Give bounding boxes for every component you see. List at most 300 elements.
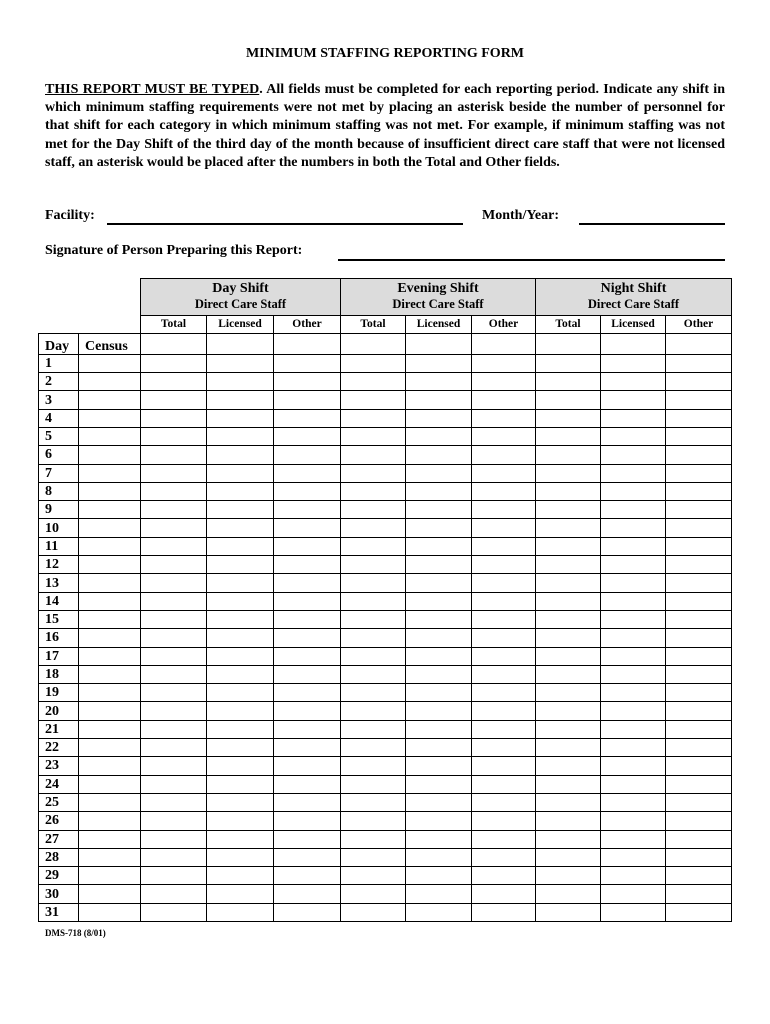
census-cell[interactable]	[79, 830, 141, 848]
census-cell[interactable]	[79, 354, 141, 372]
evening-other-cell[interactable]	[472, 665, 536, 683]
night-licensed-cell[interactable]	[601, 446, 666, 464]
evening-other-cell[interactable]	[472, 793, 536, 811]
day-licensed-cell[interactable]	[207, 702, 274, 720]
night-licensed-cell[interactable]	[601, 537, 666, 555]
evening-total-cell[interactable]	[341, 446, 406, 464]
day-other-cell[interactable]	[274, 830, 341, 848]
evening-total-cell[interactable]	[341, 903, 406, 921]
night-total-cell[interactable]	[536, 427, 601, 445]
day-total-cell[interactable]	[141, 482, 207, 500]
day-licensed-cell[interactable]	[207, 812, 274, 830]
night-total-cell[interactable]	[536, 739, 601, 757]
night-other-cell[interactable]	[666, 464, 732, 482]
day-other-cell[interactable]	[274, 739, 341, 757]
evening-licensed-cell[interactable]	[406, 373, 472, 391]
day-total-cell[interactable]	[141, 848, 207, 866]
day-licensed-cell[interactable]	[207, 903, 274, 921]
day-total-cell[interactable]	[141, 867, 207, 885]
night-other-cell[interactable]	[666, 720, 732, 738]
night-other-cell[interactable]	[666, 903, 732, 921]
night-licensed-cell[interactable]	[601, 830, 666, 848]
day-total-cell[interactable]	[141, 720, 207, 738]
evening-total-cell[interactable]	[341, 647, 406, 665]
day-other-cell[interactable]	[274, 775, 341, 793]
month-year-field[interactable]	[579, 209, 725, 225]
day-total-cell[interactable]	[141, 610, 207, 628]
day-licensed-cell[interactable]	[207, 501, 274, 519]
night-other-cell[interactable]	[666, 830, 732, 848]
night-licensed-cell[interactable]	[601, 739, 666, 757]
evening-total-cell[interactable]	[341, 757, 406, 775]
day-licensed-cell[interactable]	[207, 885, 274, 903]
night-other-cell[interactable]	[666, 446, 732, 464]
evening-licensed-cell[interactable]	[406, 830, 472, 848]
night-licensed-cell[interactable]	[601, 464, 666, 482]
day-licensed-cell[interactable]	[207, 665, 274, 683]
evening-licensed-cell[interactable]	[406, 629, 472, 647]
day-licensed-cell[interactable]	[207, 574, 274, 592]
evening-total-cell[interactable]	[341, 830, 406, 848]
census-cell[interactable]	[79, 812, 141, 830]
evening-licensed-cell[interactable]	[406, 427, 472, 445]
day-licensed-cell[interactable]	[207, 629, 274, 647]
night-total-cell[interactable]	[536, 556, 601, 574]
census-cell[interactable]	[79, 867, 141, 885]
night-other-cell[interactable]	[666, 812, 732, 830]
evening-licensed-cell[interactable]	[406, 446, 472, 464]
day-total-cell[interactable]	[141, 409, 207, 427]
day-total-cell[interactable]	[141, 793, 207, 811]
evening-licensed-cell[interactable]	[406, 574, 472, 592]
signature-field[interactable]	[338, 245, 725, 261]
night-licensed-cell[interactable]	[601, 409, 666, 427]
evening-total-cell[interactable]	[341, 519, 406, 537]
night-other-cell[interactable]	[666, 574, 732, 592]
day-licensed-cell[interactable]	[207, 373, 274, 391]
day-other-cell[interactable]	[274, 464, 341, 482]
night-licensed-cell[interactable]	[601, 610, 666, 628]
evening-licensed-cell[interactable]	[406, 757, 472, 775]
evening-total-cell[interactable]	[341, 720, 406, 738]
day-total-cell[interactable]	[141, 427, 207, 445]
evening-other-cell[interactable]	[472, 373, 536, 391]
census-cell[interactable]	[79, 903, 141, 921]
night-other-cell[interactable]	[666, 354, 732, 372]
night-licensed-cell[interactable]	[601, 427, 666, 445]
census-cell[interactable]	[79, 556, 141, 574]
census-cell[interactable]	[79, 427, 141, 445]
census-cell[interactable]	[79, 574, 141, 592]
evening-total-cell[interactable]	[341, 610, 406, 628]
night-total-cell[interactable]	[536, 464, 601, 482]
census-cell[interactable]	[79, 592, 141, 610]
night-other-cell[interactable]	[666, 610, 732, 628]
day-total-cell[interactable]	[141, 537, 207, 555]
night-licensed-cell[interactable]	[601, 867, 666, 885]
evening-licensed-cell[interactable]	[406, 812, 472, 830]
day-total-cell[interactable]	[141, 903, 207, 921]
night-licensed-cell[interactable]	[601, 482, 666, 500]
day-other-cell[interactable]	[274, 354, 341, 372]
day-other-cell[interactable]	[274, 720, 341, 738]
day-other-cell[interactable]	[274, 848, 341, 866]
night-total-cell[interactable]	[536, 482, 601, 500]
day-licensed-cell[interactable]	[207, 409, 274, 427]
evening-other-cell[interactable]	[472, 867, 536, 885]
night-other-cell[interactable]	[666, 684, 732, 702]
evening-total-cell[interactable]	[341, 409, 406, 427]
evening-other-cell[interactable]	[472, 427, 536, 445]
day-licensed-cell[interactable]	[207, 757, 274, 775]
census-cell[interactable]	[79, 665, 141, 683]
night-licensed-cell[interactable]	[601, 574, 666, 592]
evening-other-cell[interactable]	[472, 885, 536, 903]
night-other-cell[interactable]	[666, 482, 732, 500]
day-other-cell[interactable]	[274, 903, 341, 921]
night-total-cell[interactable]	[536, 501, 601, 519]
night-licensed-cell[interactable]	[601, 775, 666, 793]
night-other-cell[interactable]	[666, 373, 732, 391]
evening-total-cell[interactable]	[341, 464, 406, 482]
day-other-cell[interactable]	[274, 665, 341, 683]
evening-licensed-cell[interactable]	[406, 885, 472, 903]
night-licensed-cell[interactable]	[601, 519, 666, 537]
day-other-cell[interactable]	[274, 757, 341, 775]
night-total-cell[interactable]	[536, 373, 601, 391]
census-cell[interactable]	[79, 739, 141, 757]
night-total-cell[interactable]	[536, 409, 601, 427]
day-total-cell[interactable]	[141, 574, 207, 592]
day-other-cell[interactable]	[274, 409, 341, 427]
day-other-cell[interactable]	[274, 867, 341, 885]
evening-other-cell[interactable]	[472, 610, 536, 628]
day-other-cell[interactable]	[274, 702, 341, 720]
evening-total-cell[interactable]	[341, 501, 406, 519]
day-total-cell[interactable]	[141, 501, 207, 519]
night-other-cell[interactable]	[666, 391, 732, 409]
evening-other-cell[interactable]	[472, 482, 536, 500]
day-other-cell[interactable]	[274, 610, 341, 628]
night-licensed-cell[interactable]	[601, 391, 666, 409]
day-total-cell[interactable]	[141, 739, 207, 757]
day-licensed-cell[interactable]	[207, 482, 274, 500]
night-other-cell[interactable]	[666, 848, 732, 866]
day-licensed-cell[interactable]	[207, 775, 274, 793]
evening-licensed-cell[interactable]	[406, 903, 472, 921]
evening-total-cell[interactable]	[341, 556, 406, 574]
day-total-cell[interactable]	[141, 354, 207, 372]
evening-other-cell[interactable]	[472, 501, 536, 519]
day-total-cell[interactable]	[141, 885, 207, 903]
night-licensed-cell[interactable]	[601, 373, 666, 391]
night-licensed-cell[interactable]	[601, 812, 666, 830]
census-cell[interactable]	[79, 409, 141, 427]
day-licensed-cell[interactable]	[207, 793, 274, 811]
evening-licensed-cell[interactable]	[406, 354, 472, 372]
day-licensed-cell[interactable]	[207, 446, 274, 464]
evening-licensed-cell[interactable]	[406, 556, 472, 574]
day-licensed-cell[interactable]	[207, 592, 274, 610]
night-total-cell[interactable]	[536, 610, 601, 628]
night-licensed-cell[interactable]	[601, 885, 666, 903]
night-total-cell[interactable]	[536, 519, 601, 537]
night-total-cell[interactable]	[536, 903, 601, 921]
day-total-cell[interactable]	[141, 775, 207, 793]
day-total-cell[interactable]	[141, 446, 207, 464]
census-cell[interactable]	[79, 757, 141, 775]
day-other-cell[interactable]	[274, 482, 341, 500]
census-cell[interactable]	[79, 446, 141, 464]
day-licensed-cell[interactable]	[207, 354, 274, 372]
day-other-cell[interactable]	[274, 592, 341, 610]
night-total-cell[interactable]	[536, 702, 601, 720]
night-total-cell[interactable]	[536, 885, 601, 903]
night-licensed-cell[interactable]	[601, 720, 666, 738]
evening-other-cell[interactable]	[472, 446, 536, 464]
night-total-cell[interactable]	[536, 793, 601, 811]
evening-other-cell[interactable]	[472, 574, 536, 592]
night-total-cell[interactable]	[536, 354, 601, 372]
evening-other-cell[interactable]	[472, 556, 536, 574]
evening-licensed-cell[interactable]	[406, 610, 472, 628]
day-other-cell[interactable]	[274, 373, 341, 391]
night-total-cell[interactable]	[536, 574, 601, 592]
night-total-cell[interactable]	[536, 391, 601, 409]
day-total-cell[interactable]	[141, 464, 207, 482]
evening-total-cell[interactable]	[341, 482, 406, 500]
evening-licensed-cell[interactable]	[406, 482, 472, 500]
evening-licensed-cell[interactable]	[406, 702, 472, 720]
census-cell[interactable]	[79, 464, 141, 482]
day-total-cell[interactable]	[141, 812, 207, 830]
night-licensed-cell[interactable]	[601, 629, 666, 647]
evening-licensed-cell[interactable]	[406, 501, 472, 519]
evening-other-cell[interactable]	[472, 757, 536, 775]
day-other-cell[interactable]	[274, 519, 341, 537]
night-other-cell[interactable]	[666, 409, 732, 427]
night-other-cell[interactable]	[666, 647, 732, 665]
day-total-cell[interactable]	[141, 665, 207, 683]
day-other-cell[interactable]	[274, 647, 341, 665]
day-licensed-cell[interactable]	[207, 867, 274, 885]
day-total-cell[interactable]	[141, 757, 207, 775]
day-total-cell[interactable]	[141, 556, 207, 574]
day-other-cell[interactable]	[274, 793, 341, 811]
census-cell[interactable]	[79, 684, 141, 702]
evening-licensed-cell[interactable]	[406, 537, 472, 555]
day-other-cell[interactable]	[274, 885, 341, 903]
night-other-cell[interactable]	[666, 556, 732, 574]
evening-licensed-cell[interactable]	[406, 592, 472, 610]
census-cell[interactable]	[79, 537, 141, 555]
day-total-cell[interactable]	[141, 647, 207, 665]
evening-total-cell[interactable]	[341, 373, 406, 391]
night-other-cell[interactable]	[666, 665, 732, 683]
night-total-cell[interactable]	[536, 629, 601, 647]
evening-licensed-cell[interactable]	[406, 720, 472, 738]
day-total-cell[interactable]	[141, 684, 207, 702]
day-licensed-cell[interactable]	[207, 848, 274, 866]
evening-total-cell[interactable]	[341, 354, 406, 372]
evening-total-cell[interactable]	[341, 812, 406, 830]
night-other-cell[interactable]	[666, 739, 732, 757]
evening-other-cell[interactable]	[472, 409, 536, 427]
census-cell[interactable]	[79, 629, 141, 647]
night-total-cell[interactable]	[536, 647, 601, 665]
evening-total-cell[interactable]	[341, 684, 406, 702]
night-total-cell[interactable]	[536, 830, 601, 848]
day-other-cell[interactable]	[274, 556, 341, 574]
evening-licensed-cell[interactable]	[406, 647, 472, 665]
day-total-cell[interactable]	[141, 373, 207, 391]
night-licensed-cell[interactable]	[601, 665, 666, 683]
census-cell[interactable]	[79, 373, 141, 391]
evening-licensed-cell[interactable]	[406, 867, 472, 885]
night-licensed-cell[interactable]	[601, 757, 666, 775]
day-other-cell[interactable]	[274, 427, 341, 445]
night-total-cell[interactable]	[536, 665, 601, 683]
day-licensed-cell[interactable]	[207, 427, 274, 445]
evening-total-cell[interactable]	[341, 537, 406, 555]
day-licensed-cell[interactable]	[207, 830, 274, 848]
evening-other-cell[interactable]	[472, 684, 536, 702]
night-total-cell[interactable]	[536, 684, 601, 702]
night-total-cell[interactable]	[536, 867, 601, 885]
evening-licensed-cell[interactable]	[406, 775, 472, 793]
census-cell[interactable]	[79, 848, 141, 866]
night-total-cell[interactable]	[536, 446, 601, 464]
evening-other-cell[interactable]	[472, 812, 536, 830]
day-total-cell[interactable]	[141, 391, 207, 409]
day-total-cell[interactable]	[141, 592, 207, 610]
evening-other-cell[interactable]	[472, 464, 536, 482]
night-licensed-cell[interactable]	[601, 702, 666, 720]
evening-other-cell[interactable]	[472, 354, 536, 372]
night-licensed-cell[interactable]	[601, 903, 666, 921]
evening-total-cell[interactable]	[341, 574, 406, 592]
evening-licensed-cell[interactable]	[406, 391, 472, 409]
day-total-cell[interactable]	[141, 830, 207, 848]
census-cell[interactable]	[79, 501, 141, 519]
evening-total-cell[interactable]	[341, 848, 406, 866]
night-licensed-cell[interactable]	[601, 501, 666, 519]
night-licensed-cell[interactable]	[601, 684, 666, 702]
evening-other-cell[interactable]	[472, 720, 536, 738]
evening-other-cell[interactable]	[472, 537, 536, 555]
day-other-cell[interactable]	[274, 629, 341, 647]
census-cell[interactable]	[79, 391, 141, 409]
day-licensed-cell[interactable]	[207, 610, 274, 628]
evening-other-cell[interactable]	[472, 629, 536, 647]
day-licensed-cell[interactable]	[207, 720, 274, 738]
evening-other-cell[interactable]	[472, 647, 536, 665]
evening-other-cell[interactable]	[472, 391, 536, 409]
evening-total-cell[interactable]	[341, 702, 406, 720]
night-other-cell[interactable]	[666, 885, 732, 903]
day-licensed-cell[interactable]	[207, 684, 274, 702]
night-other-cell[interactable]	[666, 537, 732, 555]
evening-total-cell[interactable]	[341, 665, 406, 683]
night-other-cell[interactable]	[666, 775, 732, 793]
evening-other-cell[interactable]	[472, 702, 536, 720]
day-other-cell[interactable]	[274, 684, 341, 702]
night-total-cell[interactable]	[536, 775, 601, 793]
census-cell[interactable]	[79, 793, 141, 811]
evening-licensed-cell[interactable]	[406, 684, 472, 702]
night-other-cell[interactable]	[666, 427, 732, 445]
evening-total-cell[interactable]	[341, 629, 406, 647]
day-other-cell[interactable]	[274, 812, 341, 830]
evening-total-cell[interactable]	[341, 775, 406, 793]
night-other-cell[interactable]	[666, 501, 732, 519]
evening-other-cell[interactable]	[472, 519, 536, 537]
night-total-cell[interactable]	[536, 848, 601, 866]
night-total-cell[interactable]	[536, 592, 601, 610]
evening-licensed-cell[interactable]	[406, 409, 472, 427]
night-total-cell[interactable]	[536, 720, 601, 738]
night-licensed-cell[interactable]	[601, 848, 666, 866]
evening-total-cell[interactable]	[341, 739, 406, 757]
evening-other-cell[interactable]	[472, 592, 536, 610]
census-cell[interactable]	[79, 775, 141, 793]
day-other-cell[interactable]	[274, 391, 341, 409]
day-other-cell[interactable]	[274, 501, 341, 519]
night-licensed-cell[interactable]	[601, 556, 666, 574]
evening-licensed-cell[interactable]	[406, 739, 472, 757]
night-other-cell[interactable]	[666, 702, 732, 720]
night-other-cell[interactable]	[666, 793, 732, 811]
evening-licensed-cell[interactable]	[406, 519, 472, 537]
day-licensed-cell[interactable]	[207, 519, 274, 537]
evening-total-cell[interactable]	[341, 793, 406, 811]
evening-licensed-cell[interactable]	[406, 848, 472, 866]
day-total-cell[interactable]	[141, 702, 207, 720]
day-licensed-cell[interactable]	[207, 556, 274, 574]
facility-field[interactable]	[107, 209, 463, 225]
census-cell[interactable]	[79, 702, 141, 720]
day-other-cell[interactable]	[274, 537, 341, 555]
evening-total-cell[interactable]	[341, 592, 406, 610]
day-licensed-cell[interactable]	[207, 464, 274, 482]
day-other-cell[interactable]	[274, 446, 341, 464]
night-licensed-cell[interactable]	[601, 793, 666, 811]
evening-licensed-cell[interactable]	[406, 793, 472, 811]
night-total-cell[interactable]	[536, 537, 601, 555]
day-licensed-cell[interactable]	[207, 391, 274, 409]
day-total-cell[interactable]	[141, 519, 207, 537]
night-other-cell[interactable]	[666, 592, 732, 610]
evening-other-cell[interactable]	[472, 848, 536, 866]
night-licensed-cell[interactable]	[601, 647, 666, 665]
night-licensed-cell[interactable]	[601, 592, 666, 610]
night-licensed-cell[interactable]	[601, 354, 666, 372]
census-cell[interactable]	[79, 720, 141, 738]
evening-licensed-cell[interactable]	[406, 464, 472, 482]
census-cell[interactable]	[79, 647, 141, 665]
evening-total-cell[interactable]	[341, 427, 406, 445]
evening-total-cell[interactable]	[341, 885, 406, 903]
evening-total-cell[interactable]	[341, 391, 406, 409]
night-other-cell[interactable]	[666, 757, 732, 775]
night-total-cell[interactable]	[536, 812, 601, 830]
census-cell[interactable]	[79, 482, 141, 500]
night-other-cell[interactable]	[666, 519, 732, 537]
night-other-cell[interactable]	[666, 867, 732, 885]
day-licensed-cell[interactable]	[207, 647, 274, 665]
census-cell[interactable]	[79, 519, 141, 537]
evening-licensed-cell[interactable]	[406, 665, 472, 683]
